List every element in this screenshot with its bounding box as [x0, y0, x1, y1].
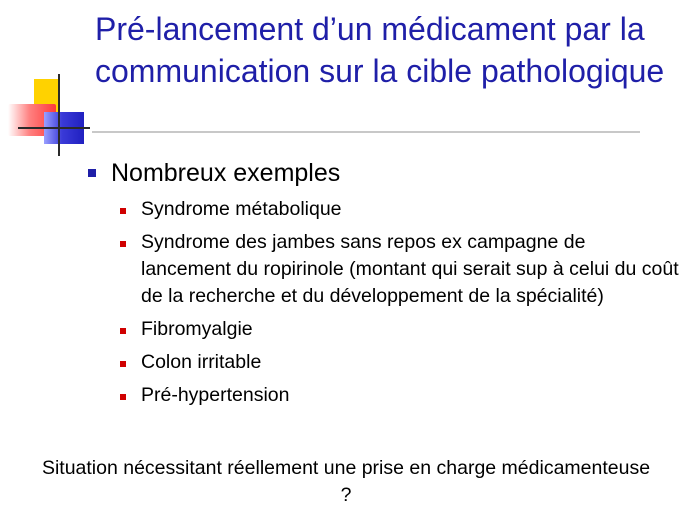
red-square-bullet-icon: [120, 208, 126, 214]
footer-question: Situation nécessitant réellement une prise en charge médicamenteuse ?: [41, 457, 651, 506]
list-item: [120, 382, 680, 409]
slide-title: Pré-lancement d’un médicament par la communication sur la cible pathologique: [95, 11, 665, 89]
list-item: [120, 229, 680, 310]
list-item: [120, 349, 680, 376]
list-item: [120, 196, 680, 223]
list-item-text: Syndrome métabolique: [141, 198, 342, 220]
level1-text: Nombreux exemples: [111, 159, 341, 187]
list-item-text: Fibromyalgie: [141, 318, 253, 340]
red-square-bullet-icon: [120, 241, 126, 247]
red-square-bullet-icon: [120, 361, 126, 367]
level2-bullet-list: [120, 196, 680, 415]
title-divider: [92, 131, 640, 133]
list-item: [120, 316, 680, 343]
list-item-text: Pré-hypertension: [141, 384, 290, 406]
ornament-vertical-line: [58, 74, 60, 156]
blue-square-bullet-icon: [88, 169, 96, 177]
red-square-bullet-icon: [120, 328, 126, 334]
list-item-text: Syndrome des jambes sans repos ex campagne de lancement du ropirinole (montant qui serait sup à celui du coût de la recherche et du développement de la spécialité): [141, 231, 679, 307]
list-item-text: Colon irritable: [141, 351, 262, 373]
ornament-horizontal-line: [18, 127, 90, 129]
red-square-bullet-icon: [120, 394, 126, 400]
